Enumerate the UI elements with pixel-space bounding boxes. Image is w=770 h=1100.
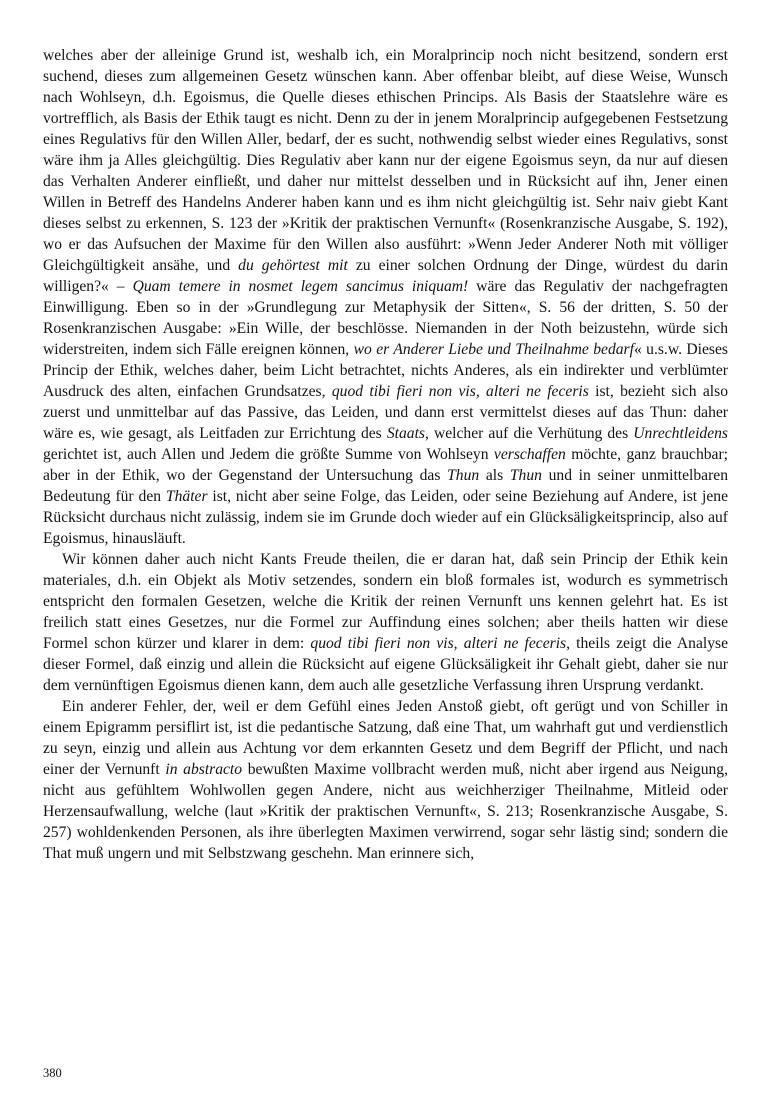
text-run: wäre das Regulativ der nachgefragten Einwilligung. Eben so in der »Grundlegung zur Metaphysik der Sitten«, S. 56 der dritten, S. 50 der Rosenkranzischen Ausgabe: »Ein Wille, der beschlösse. Niemanden in der Noth beizustehn, würde sich widerstreiten, indem sich Fälle ereignen können, bbox=[43, 278, 728, 358]
text-run: ist, bezieht sich also zuerst und unmittelbar auf das Passive, das Leiden, und dann erst vermittelst dieses auf das Thun: daher wäre es, wie gesagt, als Leitfaden zur Errichtung des bbox=[43, 383, 728, 442]
text-run: « u.s.w. Dieses Princip der Ethik, welches daher, beim Licht betrachtet, nichts Anderes, als ein indirekter und verblümter Ausdruck des alten, einfachen Grundsatzes, bbox=[43, 341, 728, 400]
paragraph bbox=[43, 696, 728, 864]
text-run: bewußten Maxime vollbracht werden muß, nicht aber irgend aus Neigung, nicht aus gefühltem Wohlwollen gegen Andere, nicht aus weichherziger Theilnahme, Mitleid oder Herzensaufwallung, welche (laut »Kritik der praktischen Vernunft«, S. 213; Rosenkranzische Ausgabe, S. 257) wohldenkenden Personen, als ihre überlegten Maximen verwirrend, sogar sehr lästig sind; sondern die That muß ungern und mit Selbstzwang geschehn. Man erinnere sich, bbox=[43, 761, 728, 862]
text-run: als bbox=[479, 467, 510, 484]
italic-text-run: Thun bbox=[509, 467, 542, 484]
text-run: , theils zeigt die Analyse dieser Formel, daß einzig und allein die Rücksicht auf eigene Glücksäligkeit ihr Gehalt giebt, daher sie nur dem vernünftigen Egoismus dienen kann, dem auch alle gesetzliche Verfassung ihren Ursprung verdankt. bbox=[43, 635, 729, 694]
italic-text-run: Thun bbox=[447, 467, 480, 484]
italic-text-run: Thäter bbox=[165, 488, 208, 505]
italic-text-run: wo er Anderer Liebe und Theilnahme bedarf bbox=[353, 341, 634, 358]
text-run: Wir können daher auch nicht Kants Freude theilen, die er daran hat, daß sein Princip der Ethik kein materiales, d.h. ein Objekt als Motiv setzendes, sondern ein bloß formales ist, wodurch es symmetrisch entspricht den formalen Gesetzen, welche die Kritik der reinen Vernunft uns kennen gelehrt hat. Es ist freilich statt eines Gesetzes, nur die Formel zur Auffindung eines solchen; aber theils hatten wir diese Formel schon kürzer und klarer in dem: bbox=[43, 551, 728, 652]
text-run: , welcher auf die Verhütung des bbox=[424, 425, 634, 442]
page-number: 380 bbox=[43, 1066, 62, 1080]
paragraph bbox=[43, 549, 728, 696]
italic-text-run: quod tibi fieri non vis, alteri ne feceris bbox=[331, 383, 589, 400]
paragraph bbox=[43, 45, 728, 549]
text-run: Ein anderer Fehler, der, weil er dem Gefühl eines Jeden Anstoß giebt, oft gerügt und von Schiller in einem Epigramm persiflirt ist, ist die pedantische Satzung, daß eine That, um wahrhaft gut und verdienstlich zu seyn, einzig und allein aus Achtung vor dem erkannten Gesetz und dem Begriff der Pflicht, und nach einer der Vernunft bbox=[43, 698, 728, 778]
text-run: zu einer solchen Ordnung der Dinge, würdest du darin willigen?« – bbox=[43, 257, 729, 295]
italic-text-run: quod tibi fieri non vis, alteri ne feceris bbox=[310, 635, 567, 652]
italic-text-run: Staats bbox=[386, 425, 425, 442]
italic-text-run: Quam temere in nosmet legem sancimus iniquam! bbox=[132, 278, 469, 295]
text-run: möchte, ganz brauchbar; aber in der Ethik, wo der Gegenstand der Untersuchung das bbox=[43, 446, 728, 484]
italic-text-run: in abstracto bbox=[165, 761, 243, 778]
text-run: gerichtet ist, auch Allen und Jedem die größte Summe von Wohlseyn bbox=[43, 446, 494, 463]
italic-text-run: verschaffen bbox=[493, 446, 566, 463]
italic-text-run: du gehörtest mit bbox=[238, 257, 348, 274]
text-run: ist, nicht aber seine Folge, das Leiden, oder seine Beziehung auf Andere, ist jene Rücksicht durchaus nicht zulässig, indem sie im Grunde doch wieder auf ein Glücksäligkeitsprincip, also auf Egoismus, hinausläuft. bbox=[43, 488, 728, 547]
text-run: welches aber der alleinige Grund ist, weshalb ich, ein Moralprincip noch nicht besitzend, sondern erst suchend, dieses zum allgemeinen Gesetz wünschen kann. Aber offenbar bleibt, auf diese Weise, Wunsch nach Wohlseyn, d.h. Egoismus, die Quelle dieses ethischen Princips. Als Basis der Staatslehre wäre es vortrefflich, als Basis der Ethik taugt es nicht. Denn zu der in jenem Moralprincip aufgegebenen Festsetzung eines Regulativs für den Willen Aller, bedarf, der es sucht, nothwendig selbst wieder eines Regulativs, sonst wäre ihm ja Alles gleichgültig. Dies Regulativ aber kann nur der eigene Egoismus seyn, da nur auf diesen das Verhalten Anderer einfließt, und daher nur mittelst desselben und in Rücksicht auf ihn, Jener einen Willen in Betreff des Handelns Anderer haben kann und es ihm nicht gleichgültig ist. Sehr naiv giebt Kant dieses selbst zu erkennen, S. 123 der »Kritik der praktischen Vernunft« (Rosenkranzische Ausgabe, S. 192), wo er das Aufsuchen der Maxime für den Willen also ausführt: »Wenn Jeder Anderer Noth mit völliger Gleichgültigkeit ansähe, und bbox=[43, 47, 728, 274]
text-column bbox=[43, 45, 728, 864]
text-run: und in seiner unmittelbaren Bedeutung für den bbox=[43, 467, 729, 505]
italic-text-run: Unrechtleidens bbox=[633, 425, 728, 442]
